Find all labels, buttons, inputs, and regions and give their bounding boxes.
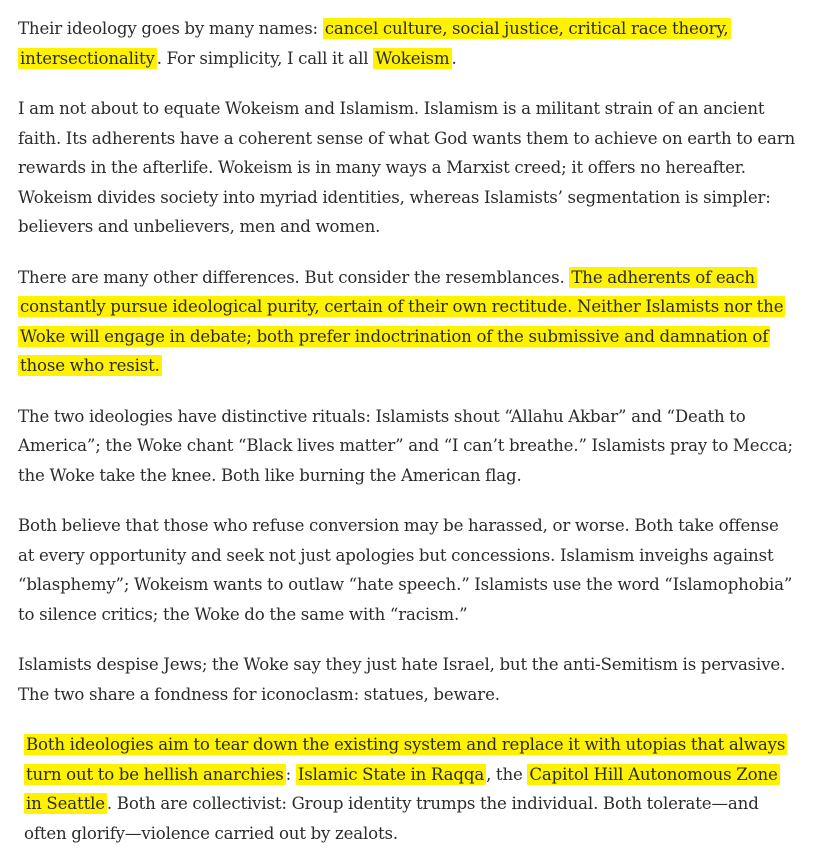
text-segment: I am not about to equate Wokeism and Islamism. Islamism is a militant strain of an ancient faith. Its adherents have a coherent sense of what God wants them to achieve on earth to earn rewards in the afterlife. Wokeism is in many ways a Marxist creed; it offers no hereafter. Wokeism divides society into myriad identities, whereas Islamists’ segmentation is simpler: believers and unbelievers, men and women. — [18, 99, 796, 236]
paragraph-2 — [18, 94, 797, 242]
paragraph-3 — [18, 263, 797, 381]
paragraph-7 — [18, 730, 797, 848]
highlighted-text: The adherents of each constantly pursue ideological purity, certain of their own rectitude. Neither Islamists nor the Woke will engage in debate; both prefer indoctrination of the submissive and damnation of those who resist. — [20, 267, 784, 375]
highlighted-text: Capitol Hill Autonomous Zone in Seattle — [26, 764, 778, 813]
paragraph-4 — [18, 402, 797, 491]
text-segment: : — [285, 764, 296, 784]
paragraph-6 — [18, 650, 797, 709]
highlighted-text: cancel culture, social justice, critical race theory, intersectionality — [20, 19, 729, 68]
text-segment: Their ideology goes by many names: — [18, 19, 323, 38]
text-segment: The two ideologies have distinctive rituals: Islamists shout “Allahu Akbar” and “Death to America”; the Woke chant “Black lives matter” and “I can’t breathe.” Islamists pray to Mecca; the Woke take the knee. Both like burning the American flag. — [18, 406, 793, 485]
text-segment: , the — [486, 764, 528, 784]
highlighted-text: Both ideologies aim to tear down the existing system and replace it with utopias that always turn out to be hellish anarchies — [26, 735, 786, 784]
text-segment: There are many other differences. But consider the resemblances. — [18, 267, 570, 287]
text-segment: . — [451, 48, 457, 68]
highlighted-text: Wokeism — [375, 48, 450, 68]
highlighted-text: Islamic State in Raqqa — [297, 764, 485, 784]
paragraph-5 — [18, 511, 797, 629]
text-segment: Islamists despise Jews; the Woke say they just hate Israel, but the anti-Semitism is pervasive. The two share a fondness for iconoclasm: statues, beware. — [18, 655, 786, 704]
text-segment: . For simplicity, I call it all — [156, 48, 374, 68]
text-segment: . Both are collectivist: Group identity trumps the individual. Both tolerate—and often glorify—violence carried out by zealots. — [24, 794, 759, 843]
text-segment: Both believe that those who refuse conversion may be harassed, or worse. Both take offense at every opportunity and seek not just apologies but concessions. Islamism inveighs against “blasphemy”; Wokeism wants to outlaw “hate speech.” Islamists use the word “Islamophobia” to silence critics; the Woke do the same with “racism.” — [18, 516, 793, 624]
paragraph-1 — [18, 14, 797, 73]
